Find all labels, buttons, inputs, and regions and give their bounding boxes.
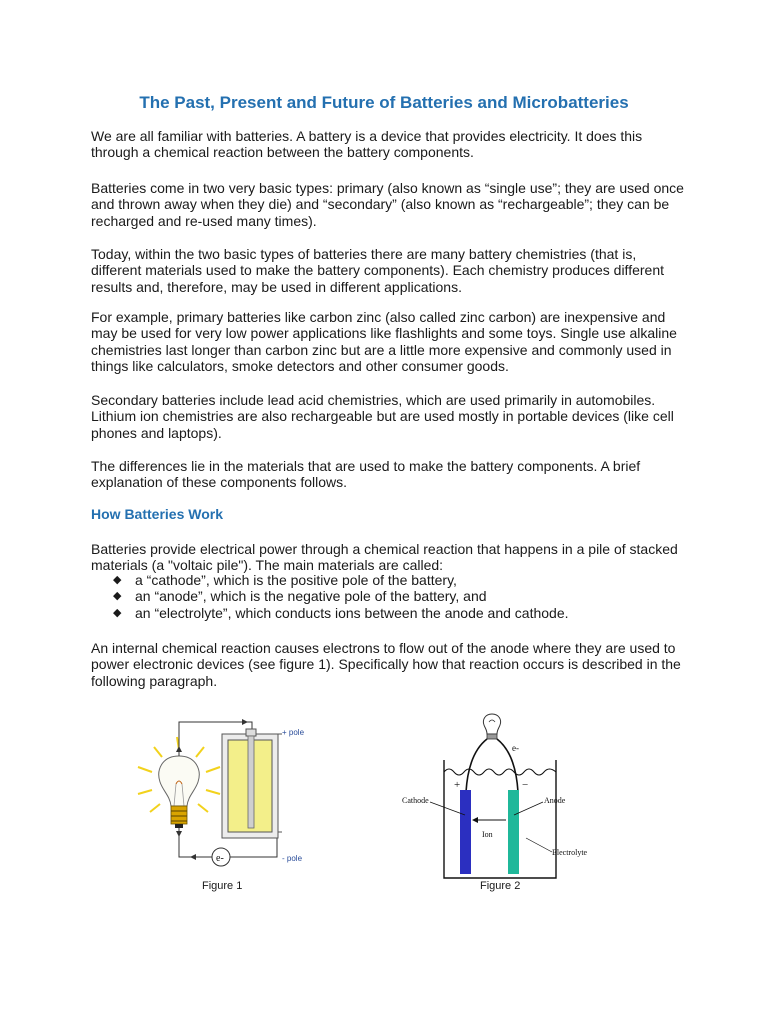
text-line: following paragraph. (91, 672, 218, 689)
text-line: The differences lie in the materials that are used to make the battery components. A brief (91, 458, 641, 474)
diamond-bullet-icon: ◆ (113, 574, 122, 586)
text-line: recharged and re-used many times). (91, 212, 317, 229)
text-line: An internal chemical reaction causes electrons to flow out of the anode where they are used to (91, 640, 676, 656)
minus-sign: − (522, 779, 529, 791)
text-line: materials (a "voltaic pile"). The main materials are called: (91, 557, 444, 574)
text-line: For example, primary batteries like carbon zinc (also called zinc carbon) are inexpensive and (91, 309, 666, 325)
figure-1-caption: Figure 1 (202, 880, 243, 892)
ion-label: Ion (482, 830, 493, 839)
paragraph-how-batteries-work (91, 541, 691, 574)
paragraph-primary-examples (91, 309, 691, 375)
plus-pole-label: + pole (282, 728, 305, 737)
figure-2-electrochemical-cell (398, 710, 598, 882)
arrow-up-icon (176, 746, 182, 752)
figure-2-caption: Figure 2 (480, 880, 521, 892)
arrow-left-icon (472, 817, 478, 823)
text-line: Today, within the two basic types of batteries there are many battery chemistries (that is, (91, 246, 637, 262)
diamond-bullet-icon: ◆ (113, 606, 122, 619)
text-line: through a chemical reaction between the battery components. (91, 144, 474, 161)
battery-icon (222, 729, 282, 838)
page-title: The Past, Present and Future of Batteries and Microbatteries (139, 93, 629, 112)
figure-1-battery-circuit (132, 712, 322, 882)
light-bulb-icon (159, 756, 199, 828)
diamond-bullet-icon: ◆ (113, 590, 122, 603)
anode-label: Anode (544, 796, 566, 805)
text-line: different materials used to make the battery components). Each chemistry produces different (91, 262, 664, 279)
paragraph-differences (91, 458, 691, 491)
cathode-pointer (430, 802, 465, 815)
cathode-label: Cathode (402, 796, 429, 805)
text-line: chemistries last longer than carbon zinc but are a little more expensive and commonly used in (91, 341, 672, 358)
paragraph-intro (91, 128, 691, 161)
text-line: Batteries provide electrical power through a chemical reaction that happens in a pile of stacked (91, 541, 678, 557)
text-line: explanation of these components follows. (91, 474, 348, 491)
text-line: Secondary batteries include lead acid chemistries, which are used primarily in automobiles. (91, 392, 656, 408)
arrow-down-icon (176, 831, 182, 837)
materials-list (113, 572, 569, 621)
text-line: power electronic devices (see figure 1). Specifically how that reaction occurs is described in the (91, 656, 681, 673)
electrolyte-surface (444, 769, 556, 775)
text-line: and thrown away when they die) and “secondary” (also known as “rechargeable”; they can be (91, 196, 670, 213)
text-line: results and, therefore, may be used in different applications. (91, 278, 462, 295)
electrolyte-label: Electrolyte (552, 848, 588, 857)
text-line: Batteries come in two very basic types: primary (also known as “single use”; they are used once (91, 180, 684, 196)
list-item: ◆ a “cathode”, which is the positive pole of the battery, (113, 572, 457, 588)
electron-label: e- (512, 743, 519, 753)
text-line: may be used for very low power applications like flashlights and some toys. Single use alkaline (91, 325, 677, 342)
list-item: ◆ an “anode”, which is the negative pole of the battery, and (113, 588, 487, 605)
text-line: things like calculators, smoke detectors and other consumer goods. (91, 358, 509, 375)
cathode-electrode (460, 790, 471, 874)
paragraph-internal-reaction (91, 640, 691, 689)
text-line: We are all familiar with batteries. A battery is a device that provides electricity. It does this (91, 128, 643, 144)
paragraph-chemistries (91, 246, 691, 295)
list-item: ◆ an “electrolyte”, which conducts ions between the anode and cathode. (113, 604, 569, 621)
text-line: Lithium ion chemistries are also rechargeable but are used mostly in portable devices (like cell (91, 408, 674, 425)
section-heading: How Batteries Work (91, 506, 223, 522)
arrow-right-icon (242, 719, 248, 725)
electrolyte-pointer (526, 838, 552, 852)
wire-cathode (466, 739, 487, 792)
anode-electrode (508, 790, 519, 874)
electron-label: e- (216, 853, 224, 864)
plus-sign: + (454, 779, 461, 791)
paragraph-battery-types (91, 180, 691, 229)
light-bulb-icon (483, 714, 500, 739)
text-line: phones and laptops). (91, 424, 222, 441)
arrow-left-icon (190, 854, 196, 860)
paragraph-secondary (91, 392, 691, 441)
minus-pole-label: - pole (282, 854, 303, 863)
